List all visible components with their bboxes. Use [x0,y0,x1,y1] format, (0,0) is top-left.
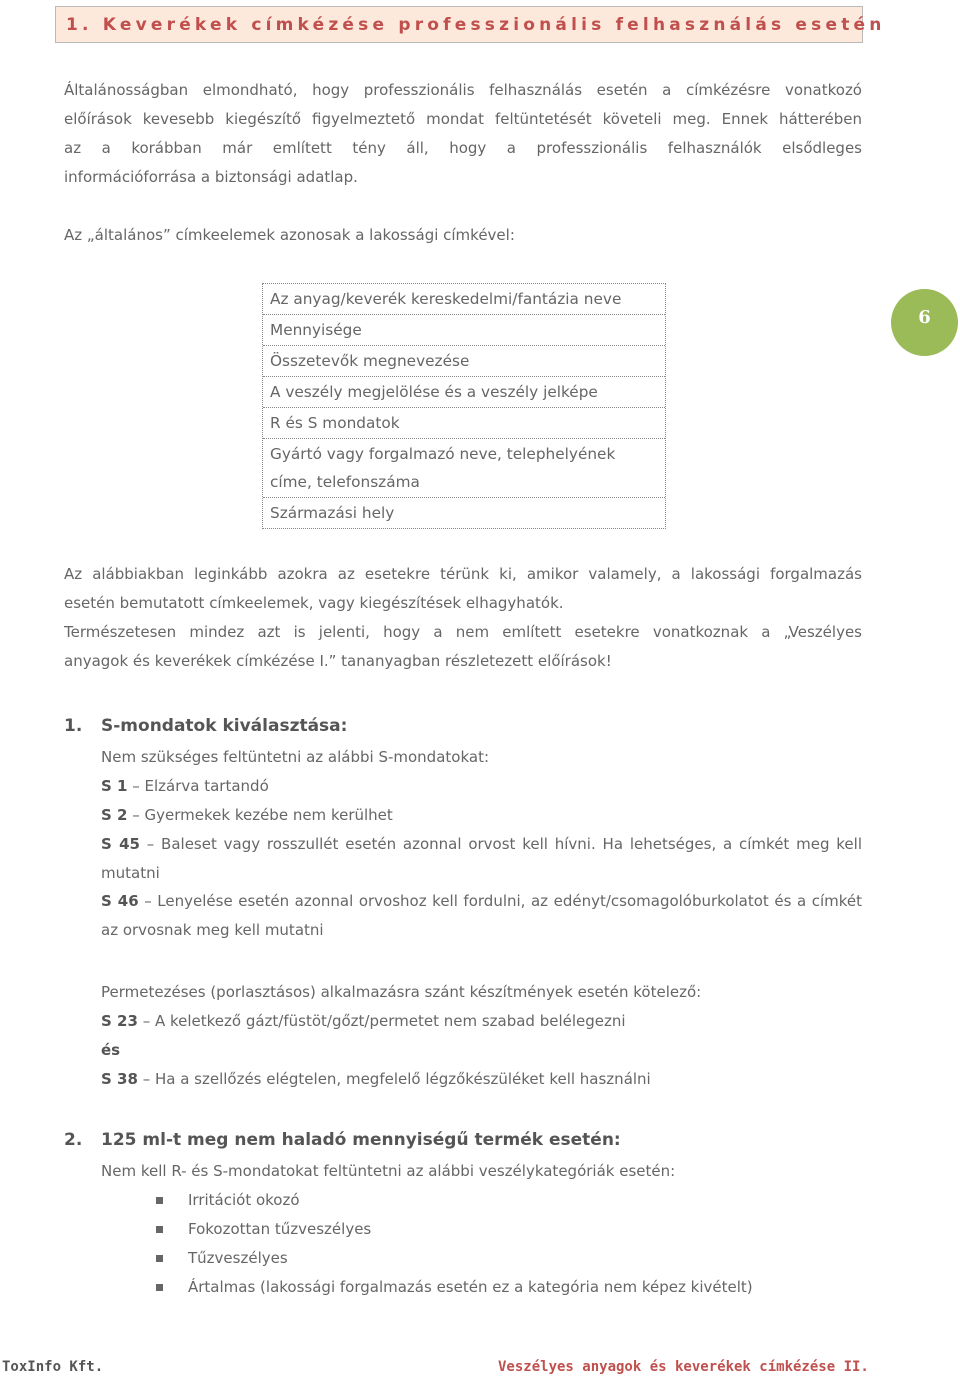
table-row: Származási hely [270,504,395,522]
s-phrase-code: S 23 [101,1012,138,1030]
square-bullet-icon [156,1255,163,1262]
square-bullet-icon [156,1197,163,1204]
s-phrase-item [101,777,269,795]
intro-line: az a korábban már említett tény áll, hogy a professzionális felhasználók elsődleges [64,139,862,157]
intro-line: előírások kevesebb kiegészítő figyelmeztető mondat feltüntetését követeli meg. Ennek hátterében [64,110,862,128]
footer-course-title: Veszélyes anyagok és keverékek címkézése II. [498,1359,869,1375]
s-phrase-text: – Gyermekek kezébe nem kerülhet [132,806,393,824]
s-phrase-code: S 2 [101,806,128,824]
intro-line: Általánosságban elmondható, hogy professzionális felhasználás esetén a címkézésre vonatkozó [64,81,862,99]
table-row: A veszély megjelölése és a veszély jelképe [263,377,665,408]
footer-company: ToxInfo Kft. [2,1359,104,1375]
after-table-paragraph [64,560,862,676]
section-1-heading [64,716,347,736]
square-bullet-icon [156,1226,163,1233]
list-item: Irritációt okozó [188,1191,300,1209]
s-phrase-item [101,830,862,888]
section-title: 1. Keverékek címkézése professzionális felhasználás esetén [66,15,886,35]
s-phrase-code: S 38 [101,1070,138,1088]
section-number: 1. [64,716,83,736]
section-title-box [55,6,886,43]
s-phrase-item [101,1070,651,1088]
s-phrase-code: S 45 [101,835,140,853]
s-phrase-code: S 46 [101,892,139,910]
s-phrase-text: – Elzárva tartandó [132,777,269,795]
table-row: Mennyisége [263,315,665,346]
s-phrase-text: – A keletkező gázt/füstöt/gőzt/permetet nem szabad belélegezni [142,1012,626,1030]
paragraph-line: esetén bemutatott címkeelemek, vagy kiegészítések elhagyhatók. [64,594,564,612]
spray-intro: Permetezéses (porlasztásos) alkalmazásra szánt készítmények esetén kötelező: [101,983,702,1001]
section-1-intro: Nem szükséges feltüntetni az alábbi S-mondatokat: [101,748,490,766]
s-phrase-text: – Lenyelése esetén azonnal orvoshoz kell fordulni, az edényt/csomagolóburkolatot és a címkét az orvosnak meg kell mutatni [101,892,862,939]
general-elements-text: Az „általános” címkeelemek azonosak a lakossági címkével: [64,226,515,244]
s-phrase-code: S 1 [101,777,128,795]
s-phrase-item [101,887,862,945]
section-2-heading [64,1130,621,1150]
table-row: Összetevők megnevezése [263,346,665,377]
general-elements-intro [64,221,862,250]
s-phrase-text: – Baleset vagy rosszullét esetén azonnal orvost kell hívni. Ha lehetséges, a címkét meg kell mutatni [101,835,862,882]
and-connector: és [101,1041,121,1059]
section-number: 2. [64,1130,83,1150]
s-phrase-text: – Ha a szellőzés elégtelen, megfelelő légzőkészüléket kell használni [142,1070,651,1088]
list-item: Tűzveszélyes [188,1249,288,1267]
intro-line: információforrása a biztonsági adatlap. [64,168,358,186]
section-2-intro: Nem kell R- és S-mondatokat feltüntetni az alábbi veszélykategóriák esetén: [101,1162,676,1180]
table-row: Az anyag/keverék kereskedelmi/fantázia neve [263,284,665,315]
table-row: Gyártó vagy forgalmazó neve, telephelyének címe, telefonszáma [263,439,665,498]
intro-paragraph [64,76,862,192]
square-bullet-icon [156,1284,163,1291]
list-item: Fokozottan tűzveszélyes [188,1220,372,1238]
s-phrase-item [101,1012,626,1030]
paragraph-line: Az alábbiakban leginkább azokra az esetekre térünk ki, amikor valamely, a lakossági forgalmazás [64,565,862,583]
page-number-badge: 6 [891,289,958,356]
label-elements-table [262,283,666,529]
table-row: R és S mondatok [263,408,665,439]
paragraph-line: anyagok és keverékek címkézése I.” tananyagban részletezett előírások! [64,652,612,670]
paragraph-line: Természetesen mindez azt is jelenti, hogy a nem említett esetekre vonatkoznak a „Veszélyes [64,623,862,641]
section-title-text: 125 ml-t meg nem haladó mennyiségű termék esetén: [101,1130,621,1150]
section-title-text: S-mondatok kiválasztása: [101,716,348,736]
s-phrase-item [101,806,393,824]
list-item: Ártalmas (lakossági forgalmazás esetén ez a kategória nem képez kivételt) [188,1278,753,1296]
